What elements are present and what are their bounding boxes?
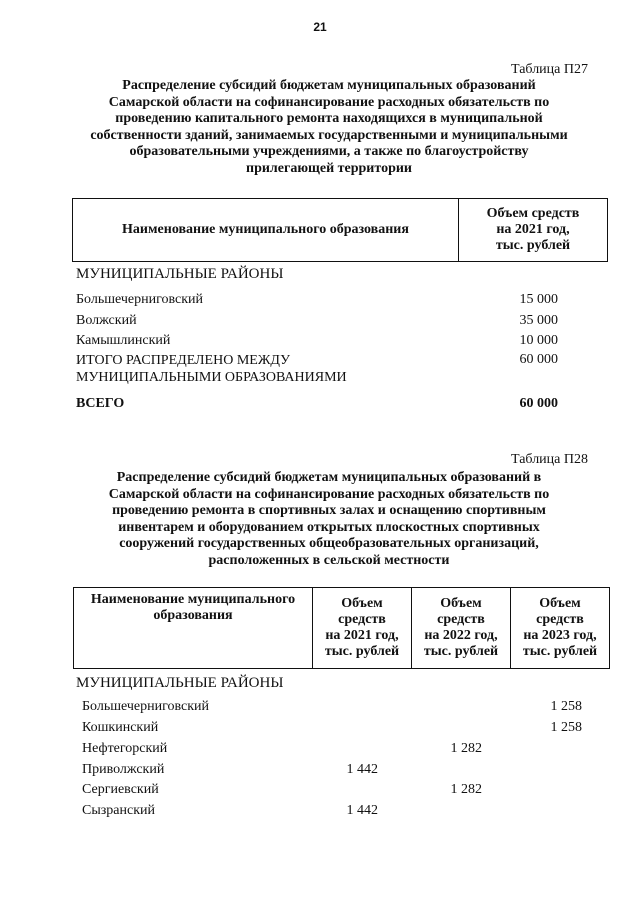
page-number: 21 xyxy=(313,20,327,34)
section-heading: МУНИЦИПАЛЬНЫЕ РАЙОНЫ xyxy=(76,675,284,691)
total-label: ВСЕГО xyxy=(76,396,125,411)
header-amount xyxy=(459,199,608,262)
table-row: Кошкинский xyxy=(82,720,159,735)
table-label: Таблица П27 xyxy=(511,62,588,77)
title-line: проведению капитального ремонта находящихся в муниципальной xyxy=(115,111,543,126)
row-value: 15 000 xyxy=(519,292,558,307)
header-line: тыс. рублей xyxy=(522,644,598,659)
title-line: Распределение субсидий бюджетам муниципальных образований xyxy=(122,78,536,93)
header-line: на 2021 год, xyxy=(325,628,399,643)
table-header xyxy=(72,198,608,262)
title-line: проведению ремонта в спортивных залах и оснащению спортивным xyxy=(112,503,546,518)
table-header xyxy=(73,587,610,669)
table-title xyxy=(70,470,588,569)
title-line: Самарской области на софинансирование расходных обязательств по xyxy=(108,486,550,502)
value-2021: 1 442 xyxy=(346,762,378,777)
total-value: 60 000 xyxy=(519,396,558,411)
table-row: Сергиевский xyxy=(82,782,159,797)
value-2021: 1 442 xyxy=(346,803,378,818)
table-title xyxy=(70,78,588,177)
row-value: 35 000 xyxy=(519,313,558,328)
header-line: Объем xyxy=(341,596,383,611)
title-line: прилегающей территории xyxy=(246,160,412,176)
header-line: тыс. рублей xyxy=(324,644,400,659)
header-line: Объем xyxy=(539,596,581,611)
header-line: тыс. рублей xyxy=(495,238,571,253)
title-line: Распределение субсидий бюджетам муниципальных образований в xyxy=(116,470,542,485)
subtotal-line: ИТОГО РАСПРЕДЕЛЕНО МЕЖДУ xyxy=(76,353,290,368)
header-line: средств xyxy=(437,612,485,627)
title-line: сооружений государственных общеобразовательных организаций, xyxy=(119,536,539,551)
row-value: 10 000 xyxy=(519,333,558,348)
section-heading: МУНИЦИПАЛЬНЫЕ РАЙОНЫ xyxy=(76,266,284,282)
table-row: Нефтегорский xyxy=(82,741,168,756)
header-line: тыс. рублей xyxy=(423,644,499,659)
title-line: Самарской области на софинансирование расходных обязательств по xyxy=(108,94,550,110)
title-line: инвентарем и оборудованием открытых плоскостных спортивных xyxy=(118,519,540,535)
header-name: Наименование муниципального образования xyxy=(73,199,459,262)
header-line: средств xyxy=(536,612,584,627)
value-2023: 1 258 xyxy=(550,720,582,735)
value-2023: 1 258 xyxy=(550,699,582,714)
header-line: Объем xyxy=(440,596,482,611)
header-line: на 2021 год, xyxy=(496,222,570,237)
header-line: Объем средств xyxy=(486,206,580,221)
table-row: Большечерниговский xyxy=(82,699,210,714)
header-line: средств xyxy=(338,612,386,627)
subtotal-line: МУНИЦИПАЛЬНЫМИ ОБРАЗОВАНИЯМИ xyxy=(76,370,347,385)
subtotal-value: 60 000 xyxy=(519,352,558,367)
value-2022: 1 282 xyxy=(450,741,482,756)
header-line: на 2022 год, xyxy=(424,628,498,643)
header-line: образования xyxy=(153,608,233,623)
title-line: образовательными учреждениями, а также по благоустройству xyxy=(129,144,529,159)
header-line: Наименование муниципального xyxy=(90,592,296,607)
table-row: Большечерниговский xyxy=(76,292,204,307)
header-line: на 2023 год, xyxy=(523,628,597,643)
table-row: Сызранский xyxy=(82,803,155,818)
table-row: Приволжский xyxy=(82,762,165,777)
subtotal-label xyxy=(76,352,347,386)
table-row: Волжский xyxy=(76,313,137,328)
table-label: Таблица П28 xyxy=(511,452,588,467)
value-2022: 1 282 xyxy=(450,782,482,797)
title-line: расположенных в сельской местности xyxy=(208,552,450,568)
table-row: Камышлинский xyxy=(76,333,171,348)
header-2022 xyxy=(412,588,511,669)
header-2023 xyxy=(511,588,610,669)
title-line: собственности зданий, занимаемых государственными и муниципальными xyxy=(90,127,568,143)
header-name xyxy=(74,588,313,669)
header-2021 xyxy=(313,588,412,669)
